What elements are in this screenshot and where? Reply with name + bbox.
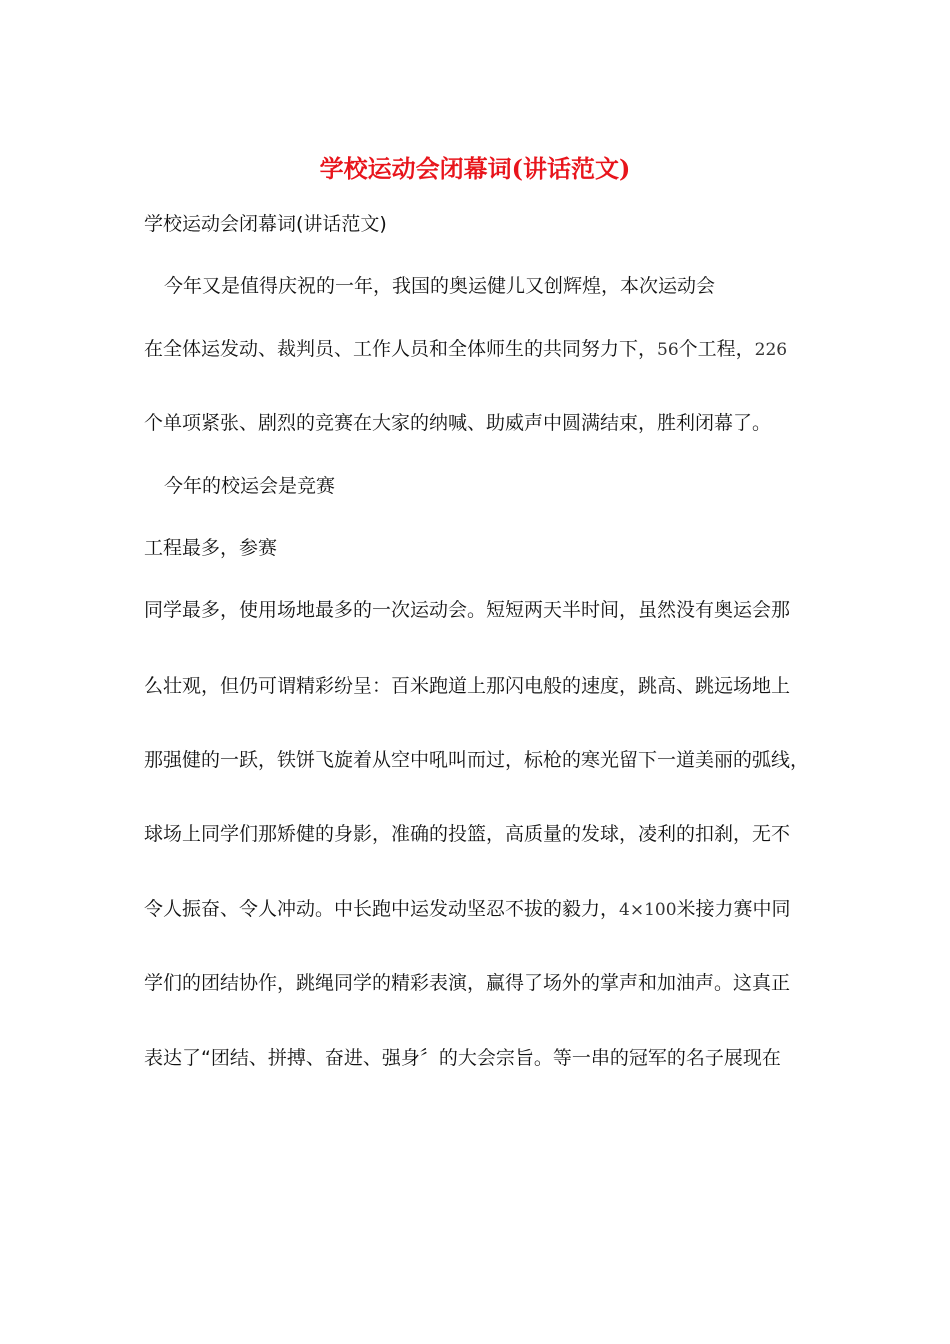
document-title: 学校运动会闭幕词(讲话范文) [319, 154, 631, 183]
document-subtitle: 学校运动会闭幕词(讲话范文) [144, 213, 387, 235]
paragraph-line: 表达了“团结、拼搏、奋进、强身〞的大会宗旨。等一串的冠军的名子展现在 [144, 1047, 781, 1069]
paragraph-line: 今年又是值得庆祝的一年，我国的奥运健儿又创辉煌，本次运动会 [164, 275, 716, 297]
number-segment: 4×100 [619, 900, 677, 920]
paragraph-line: 个单项紧张、剧烈的竞赛在大家的纳喊、助威声中圆满结束，胜利闭幕了。 [144, 412, 772, 434]
paragraph-line: 工程最多，参赛 [144, 537, 278, 559]
paragraph-line: 那强健的一跃，铁饼飞旋着从空中吼叫而过，标枪的寒光留下一道美丽的弧线， [144, 749, 810, 771]
text-segment: 令人振奋、令人冲动。中长跑中运发动坚忍不拔的毅力， [144, 898, 620, 920]
paragraph-line: 球场上同学们那矫健的身影，准确的投篮，高质量的发球，凌利的扣刹，无不 [144, 823, 791, 845]
text-segment: 米接力赛中同 [676, 898, 791, 920]
paragraph-line: 同学最多，使用场地最多的一次运动会。短短两天半时间，虽然没有奥运会那 [144, 599, 791, 621]
paragraph-line [144, 896, 791, 923]
paragraph-line: 学们的团结协作，跳绳同学的精彩表演，赢得了场外的掌声和加油声。这真正 [144, 972, 791, 994]
number-segment: 56 [657, 340, 679, 360]
paragraph-line [144, 336, 787, 363]
number-segment: 226 [754, 340, 788, 360]
text-segment: 个工程， [678, 338, 755, 360]
paragraph-line: 么壮观，但仍可谓精彩纷呈：百米跑道上那闪电般的速度，跳高、跳远场地上 [144, 675, 791, 697]
text-segment: 在全体运发动、裁判员、工作人员和全体师生的共同努力下， [144, 338, 658, 360]
paragraph-line: 今年的校运会是竞赛 [164, 475, 336, 497]
